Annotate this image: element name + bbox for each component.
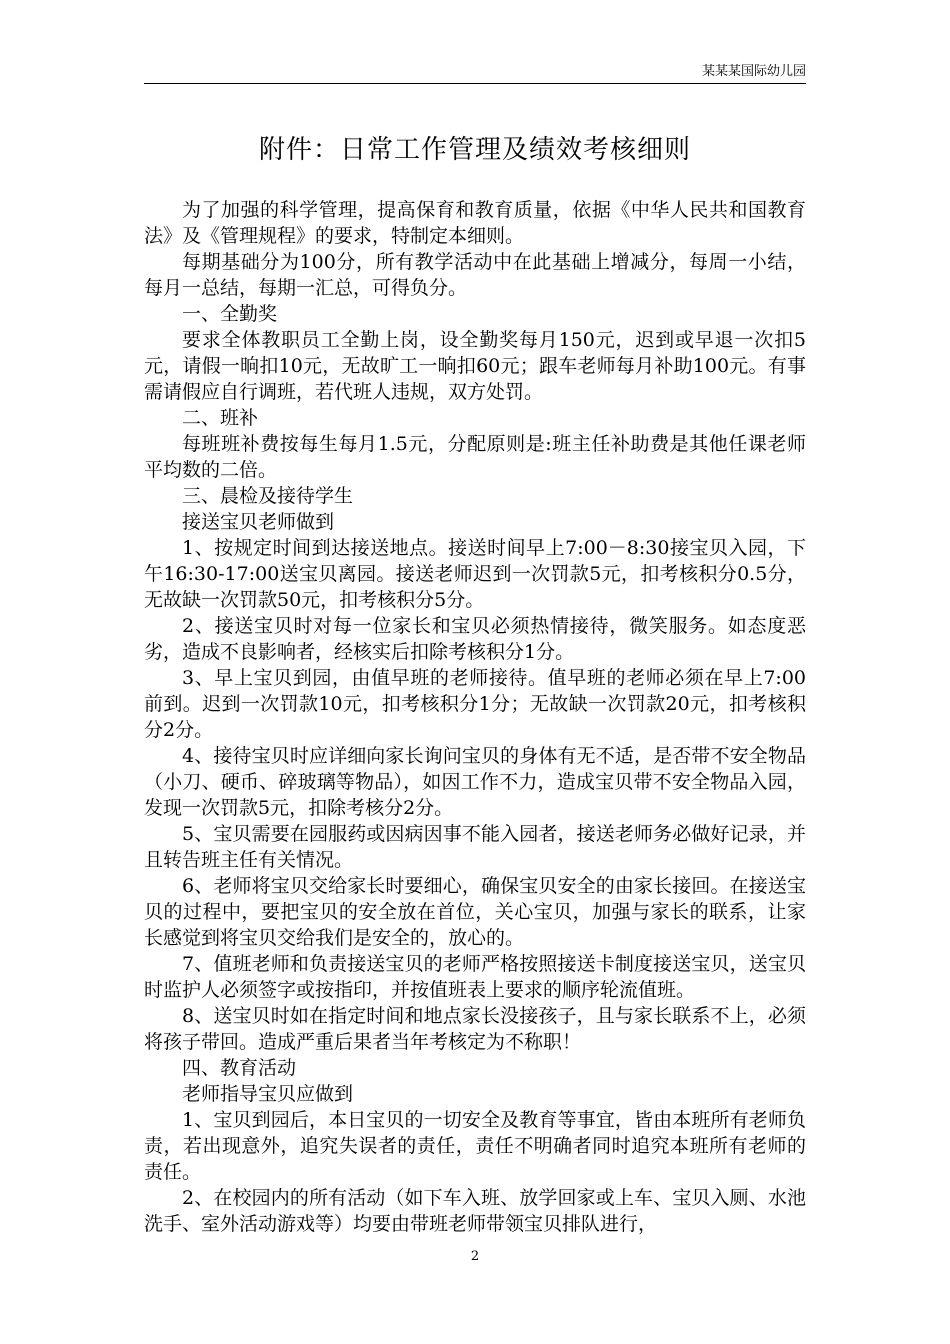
- subheading: 老师指导宝贝应做到: [182, 1083, 354, 1105]
- page-number: 2: [470, 1249, 480, 1264]
- section-heading: 二、班补: [182, 407, 259, 429]
- document-body: [144, 197, 806, 1237]
- list-item: 2、在校园内的所有活动（如下车入班、放学回家或上车、宝贝入厕、水池洗手、室外活动游戏等）均要由带班老师带领宝贝排队进行，: [144, 1187, 806, 1235]
- list-item: 3、早上宝贝到园，由值早班的老师接待。值早班的老师必须在早上7:00前到。迟到一次罚款10元，扣考核积分1分；无故缺一次罚款20元，扣考核积分2分。: [144, 667, 806, 741]
- paragraph: 要求全体教职员工全勤上岗，设全勤奖每月150元，迟到或早退一次扣5元，请假一晌扣10元，无故旷工一晌扣60元；跟车老师每月补助100元。有事需请假应自行调班，若代班人违规，双方处罚。: [144, 329, 806, 403]
- section-heading: 四、教育活动: [182, 1057, 297, 1079]
- list-item: 7、值班老师和负责接送宝贝的老师严格按照接送卡制度接送宝贝，送宝贝时监护人必须签字或按指印，并按值班表上要求的顺序轮流值班。: [144, 953, 806, 1001]
- paragraph: 每班班补费按每生每月1.5元，分配原则是:班主任补助费是其他任课老师平均数的二倍。: [144, 433, 806, 481]
- paragraph: 为了加强的科学管理，提高保育和教育质量，依据《中华人民共和国教育法》及《管理规程》的要求，特制定本细则。: [144, 199, 806, 247]
- list-item: 2、接送宝贝时对每一位家长和宝贝必须热情接待，微笑服务。如态度恶劣，造成不良影响者，经核实后扣除考核积分1分。: [144, 615, 806, 663]
- subheading: 接送宝贝老师做到: [182, 511, 335, 533]
- list-item: 5、宝贝需要在园服药或因病因事不能入园者，接送老师务必做好记录，并且转告班主任有关情况。: [144, 823, 806, 871]
- section-heading: 一、全勤奖: [182, 303, 278, 325]
- list-item: 8、送宝贝时如在指定时间和地点家长没接孩子，且与家长联系不上，必须将孩子带回。造成严重后果者当年考核定为不称职！: [144, 1005, 806, 1053]
- list-item: 6、老师将宝贝交给家长时要细心，确保宝贝安全的由家长接回。在接送宝贝的过程中，要把宝贝的安全放在首位，关心宝贝，加强与家长的联系，让家长感觉到将宝贝交给我们是安全的，放心的。: [144, 875, 806, 949]
- section-heading: 三、晨检及接待学生: [182, 485, 354, 507]
- paragraph: 每期基础分为100分，所有教学活动中在此基础上增减分，每周一小结，每月一总结，每期一汇总，可得负分。: [144, 251, 806, 299]
- header-org-name: 某某某国际幼儿园: [701, 64, 806, 79]
- header-rule: [144, 83, 806, 84]
- document-title: 附件：日常工作管理及绩效考核细则: [258, 135, 691, 165]
- list-item: 1、宝贝到园后，本日宝贝的一切安全及教育等事宜，皆由本班所有老师负责，若出现意外，追究失误者的责任，责任不明确者同时追究本班所有老师的责任。: [144, 1109, 806, 1183]
- list-item: 4、接待宝贝时应详细向家长询问宝贝的身体有无不适，是否带不安全物品（小刀、硬币、碎玻璃等物品），如因工作不力，造成宝贝带不安全物品入园，发现一次罚款5元，扣除考核分2分。: [144, 745, 806, 819]
- list-item: 1、按规定时间到达接送地点。接送时间早上7:00－8:30接宝贝入园，下午16:30-17:00送宝贝离园。接送老师迟到一次罚款5元，扣考核积分0.5分，无故缺一次罚款50元，扣考核积分5分。: [144, 537, 806, 611]
